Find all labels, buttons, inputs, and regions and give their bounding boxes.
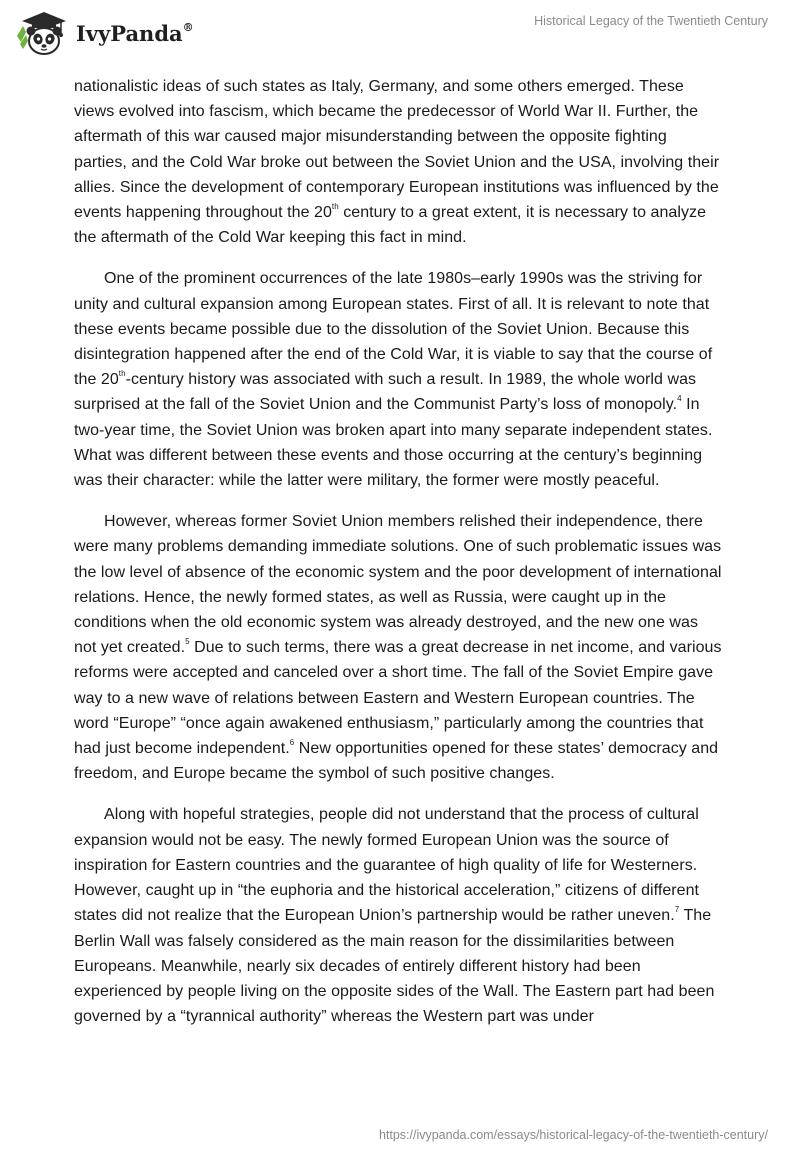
essay-body: [74, 74, 724, 1045]
essay-paragraph: [74, 509, 724, 786]
footnote-marker[interactable]: 7: [674, 904, 680, 914]
ordinal-suffix: th: [118, 368, 126, 378]
essay-paragraph: [74, 802, 724, 1029]
logo-text: IvyPanda: [76, 20, 183, 46]
paragraph-text: Along with hopeful strategies, people did not understand that the process of cultural expansion would not be easy. The newly formed European Union was the source of inspiration for Eastern countries and the guarantee of high quality of life for Westerners. However, caught up in “the euphoria and the historical acceleration,” citizens of different states did not realize that the European Union’s partnership would be rather uneven.: [74, 806, 700, 925]
ivypanda-logo[interactable]: [14, 8, 194, 58]
page-header: [0, 0, 800, 70]
paragraph-text: One of the prominent occurrences of the late 1980s–early 1990s was the striving for unity and cultural expansion among European states. First of all. It is relevant to note that these events became possible due to the dissolution of the Soviet Union. Because this disintegration happened after the end of the Cold War, it is viable to say that the course of the 20: [74, 270, 713, 389]
paragraph-text: -century history was associated with such a result. In 1989, the whole world was surprised at the fall of the Soviet Union and the Communist Party’s loss of monopoly.: [74, 371, 697, 414]
paragraph-text: century to a great extent, it is necessary to analyze the aftermath of the Cold War keeping this fact in mind.: [74, 204, 707, 247]
ordinal-suffix: th: [331, 201, 339, 211]
paragraph-text: However, whereas former Soviet Union members relished their independence, there were many problems demanding immediate solutions. One of such problematic issues was the low level of absence of the economic system and the poor development of international relations. Hence, the newly formed states, as well as Russia, were caught up in the conditions when the old economic system was already destroyed, and the new one was not yet created.: [74, 513, 722, 657]
panda-graduation-cap-logo-icon: [14, 8, 70, 58]
paragraph-text: In two-year time, the Soviet Union was broken apart into many separate independent states. What was different between these events and those occurring at the century’s beginning was their character: while the latter were military, the former were mostly peaceful.: [74, 396, 713, 490]
essay-paragraph: [74, 266, 724, 493]
document-title: Historical Legacy of the Twentieth Century: [534, 14, 768, 28]
footnote-marker[interactable]: 6: [289, 737, 295, 747]
source-url[interactable]: https://ivypanda.com/essays/historical-legacy-of-the-twentieth-century/: [378, 1128, 768, 1142]
essay-paragraph: [74, 74, 724, 250]
footnote-marker[interactable]: 5: [185, 636, 190, 646]
logo-wordmark: [76, 21, 194, 46]
paragraph-text: Due to such terms, there was a great decrease in net income, and various reforms were accepted and canceled over a short time. The fall of the Soviet Empire gave way to a new wave of relations between Eastern and Western European countries. The word “Europe” “once again awakened enthusiasm,” particularly among the countries that had just become independent.: [74, 639, 722, 758]
footnote-marker[interactable]: 4: [677, 394, 682, 404]
registered-mark: ®: [182, 20, 194, 34]
paragraph-text: New opportunities opened for these states’ democracy and freedom, and Europe became the symbol of such positive changes.: [74, 740, 719, 783]
paragraph-text: The Berlin Wall was falsely considered as the main reason for the dissimilarities between Europeans. Meanwhile, nearly six decades of entirely different history had been experienced by people living on the opposite sides of the Wall. The Eastern part had been governed by a “tyrannical authority” whereas the Western part was under: [74, 907, 715, 1026]
paragraph-text: nationalistic ideas of such states as Italy, Germany, and some others emerged. These views evolved into fascism, which became the predecessor of World War II. Further, the aftermath of this war caused major misunderstanding between the opposite fighting parties, and the Cold War broke out between the Soviet Union and the USA, involving their allies. Since the development of contemporary European institutions was influenced by the events happening throughout the 20: [74, 78, 720, 222]
